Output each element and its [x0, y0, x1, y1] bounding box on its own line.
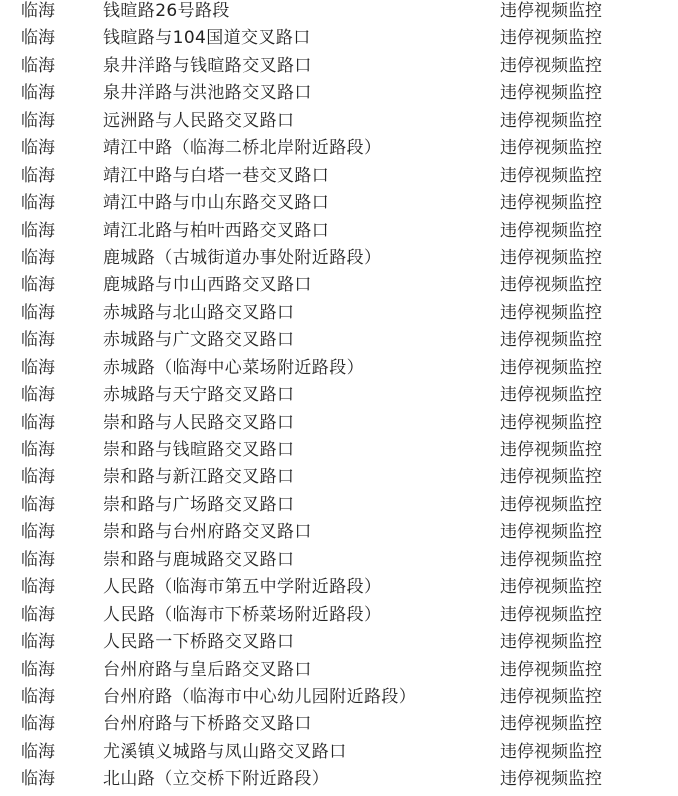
table-row	[0, 272, 678, 299]
table-row	[0, 80, 678, 107]
city-cell: 临海	[21, 686, 55, 707]
location-cell: 崇和路与钱暄路交叉路口	[103, 440, 295, 460]
monitor-type-cell: 违停视频监控	[500, 604, 602, 625]
city-cell: 临海	[21, 83, 55, 104]
table-row	[0, 629, 678, 656]
location-cell: 泉井洋路与钱暄路交叉路口	[103, 55, 312, 76]
monitor-type-cell: 违停视频监控	[500, 1, 602, 21]
location-cell: 鹿城路与巾山西路交叉路口	[103, 275, 312, 296]
location-cell: 赤城路与北山路交叉路口	[103, 302, 295, 323]
monitor-type-cell: 违停视频监控	[500, 330, 602, 351]
city-cell: 临海	[21, 357, 55, 378]
location-cell: 远洲路与人民路交叉路口	[103, 110, 295, 131]
table-row	[0, 519, 678, 546]
location-cell: 靖江中路与巾山东路交叉路口	[103, 193, 330, 214]
table-row	[0, 657, 678, 684]
city-cell: 临海	[21, 28, 55, 49]
table-row	[0, 163, 678, 190]
location-cell: 赤城路（临海中心菜场附近路段）	[103, 357, 364, 378]
city-cell: 临海	[21, 220, 55, 241]
monitor-type-cell: 违停视频监控	[500, 55, 602, 76]
table-row	[0, 135, 678, 162]
table-row	[0, 190, 678, 217]
monitor-type-cell: 违停视频监控	[500, 741, 602, 762]
city-cell: 临海	[21, 193, 55, 214]
location-cell: 赤城路与天宁路交叉路口	[103, 385, 295, 406]
table-row	[0, 492, 678, 519]
city-cell: 临海	[21, 549, 55, 570]
location-cell: 崇和路与广场路交叉路口	[103, 494, 295, 515]
table-row	[0, 602, 678, 629]
city-cell: 临海	[21, 385, 55, 406]
monitor-type-cell: 违停视频监控	[500, 549, 602, 570]
city-cell: 临海	[21, 769, 55, 790]
monitor-type-cell: 违停视频监控	[500, 494, 602, 515]
city-cell: 临海	[21, 1, 55, 21]
city-cell: 临海	[21, 247, 55, 268]
city-cell: 临海	[21, 110, 55, 131]
city-cell: 临海	[21, 55, 55, 76]
table-row	[0, 382, 678, 409]
location-cell: 崇和路与台州府路交叉路口	[103, 522, 312, 543]
monitor-type-cell: 违停视频监控	[500, 686, 602, 707]
location-cell: 崇和路与新江路交叉路口	[103, 467, 295, 488]
location-cell: 靖江中路（临海二桥北岸附近路段）	[103, 138, 382, 159]
city-cell: 临海	[21, 494, 55, 515]
monitor-type-cell: 违停视频监控	[500, 659, 602, 680]
table-row	[0, 574, 678, 601]
table-row	[0, 108, 678, 135]
monitor-type-cell: 违停视频监控	[500, 577, 602, 598]
table-row	[0, 0, 678, 25]
table-row	[0, 300, 678, 327]
location-cell: 崇和路与鹿城路交叉路口	[103, 549, 295, 570]
monitor-type-cell: 违停视频监控	[500, 769, 602, 790]
city-cell: 临海	[21, 714, 55, 735]
monitor-type-cell: 违停视频监控	[500, 138, 602, 159]
city-cell: 临海	[21, 440, 55, 460]
monitor-type-cell: 违停视频监控	[500, 632, 602, 653]
city-cell: 临海	[21, 467, 55, 488]
location-cell: 钱暄路26号路段	[103, 1, 230, 21]
monitor-type-cell: 违停视频监控	[500, 83, 602, 104]
city-cell: 临海	[21, 330, 55, 351]
city-cell: 临海	[21, 165, 55, 186]
monitor-type-cell: 违停视频监控	[500, 522, 602, 543]
location-cell: 靖江中路与白塔一巷交叉路口	[103, 165, 330, 186]
location-cell: 崇和路与人民路交叉路口	[103, 412, 295, 433]
monitor-type-cell: 违停视频监控	[500, 193, 602, 214]
location-cell: 靖江北路与柏叶西路交叉路口	[103, 220, 330, 241]
location-cell: 钱暄路与104国道交叉路口	[103, 28, 311, 49]
table-row	[0, 464, 678, 491]
table-row	[0, 766, 678, 793]
location-cell: 台州府路与皇后路交叉路口	[103, 659, 312, 680]
table-row	[0, 410, 678, 437]
table-row	[0, 25, 678, 52]
table-row	[0, 437, 678, 464]
location-cell: 人民路（临海市第五中学附近路段）	[103, 577, 382, 598]
monitor-type-cell: 违停视频监控	[500, 412, 602, 433]
table-row	[0, 245, 678, 272]
monitor-type-cell: 违停视频监控	[500, 28, 602, 49]
city-cell: 临海	[21, 577, 55, 598]
city-cell: 临海	[21, 138, 55, 159]
monitor-type-cell: 违停视频监控	[500, 247, 602, 268]
location-cell: 泉井洋路与洪池路交叉路口	[103, 83, 312, 104]
location-cell: 人民路（临海市下桥菜场附近路段）	[103, 604, 382, 625]
table-row	[0, 53, 678, 80]
monitor-type-cell: 违停视频监控	[500, 440, 602, 460]
table-row	[0, 711, 678, 738]
city-cell: 临海	[21, 412, 55, 433]
table-row	[0, 684, 678, 711]
monitor-type-cell: 违停视频监控	[500, 220, 602, 241]
table-row	[0, 327, 678, 354]
city-cell: 临海	[21, 522, 55, 543]
location-cell: 人民路一下桥路交叉路口	[103, 632, 295, 653]
location-cell: 台州府路（临海市中心幼儿园附近路段）	[103, 686, 417, 707]
table-row	[0, 547, 678, 574]
city-cell: 临海	[21, 659, 55, 680]
location-cell: 北山路（立交桥下附近路段）	[103, 769, 330, 790]
monitor-type-cell: 违停视频监控	[500, 302, 602, 323]
city-cell: 临海	[21, 302, 55, 323]
table-row	[0, 218, 678, 245]
location-cell: 鹿城路（古城街道办事处附近路段）	[103, 247, 382, 268]
monitor-type-cell: 违停视频监控	[500, 275, 602, 296]
monitor-type-cell: 违停视频监控	[500, 110, 602, 131]
monitor-type-cell: 违停视频监控	[500, 165, 602, 186]
monitor-type-cell: 违停视频监控	[500, 467, 602, 488]
monitor-type-cell: 违停视频监控	[500, 714, 602, 735]
city-cell: 临海	[21, 741, 55, 762]
location-cell: 台州府路与下桥路交叉路口	[103, 714, 312, 735]
city-cell: 临海	[21, 632, 55, 653]
table-row	[0, 355, 678, 382]
city-cell: 临海	[21, 275, 55, 296]
city-cell: 临海	[21, 604, 55, 625]
location-cell: 尤溪镇义城路与凤山路交叉路口	[103, 741, 347, 762]
monitor-type-cell: 违停视频监控	[500, 385, 602, 406]
table-row	[0, 739, 678, 766]
location-cell: 赤城路与广文路交叉路口	[103, 330, 295, 351]
monitor-type-cell: 违停视频监控	[500, 357, 602, 378]
